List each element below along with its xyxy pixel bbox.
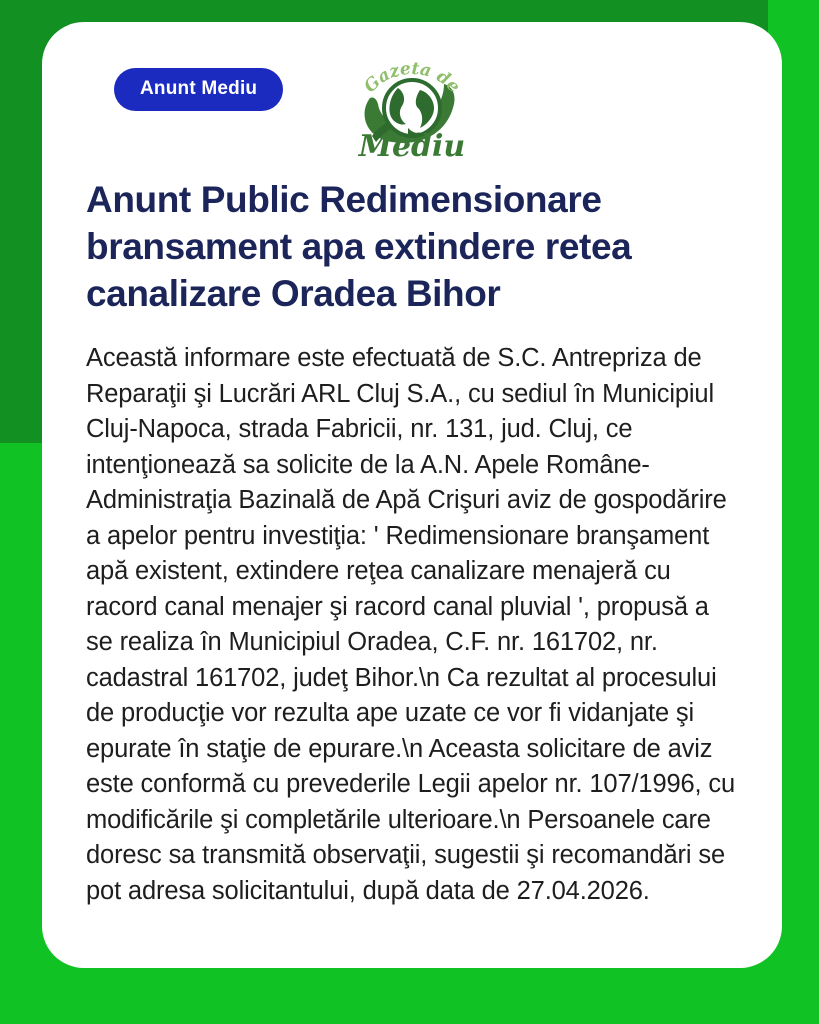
category-badge[interactable]: Anunt Mediu: [114, 68, 283, 111]
logo-text-top: Gazeta de: [360, 58, 464, 97]
page-title: Anunt Public Redimensionare bransament apa extindere retea canalizare Oradea Bihor: [86, 179, 632, 314]
announcement-card: [42, 22, 782, 968]
article-body: Această informare este efectuată de S.C. Antrepriza de Reparaţii şi Lucrări ARL Cluj S.A., cu sediul în Municipiul Cluj-Napoca, strada Fabricii, nr. 131, jud. Cluj, ce intenţionează sa solicite de la A.N. Apele Române-Administraţia Bazinală de Apă Crişuri aviz de gospodărire a apelor pentru investiţia: ' Redimensionare branşament apă existent, extindere reţea canalizare menajeră cu racord canal menajer şi racord canal pluvial ', propusă a se realiza în Municipiul Oradea, C.F. nr. 161702, nr. cadastral 161702, judeţ Bihor.\n Ca rezultat al procesului de producţie vor rezulta ape uzate ce vor fi vidanjate şi epurate în staţie de epurare.\n Aceasta solicitare de aviz este conformă cu prevederile Legii apelor nr. 107/1996, cu modificările şi completările ulterioare.\n Persoanele care doresc sa transmită observaţii, sugestii şi recomandări se pot adresa solicitantului, după data de 27.04.2026.: [86, 344, 742, 905]
logo-text-bottom: Mediu: [358, 129, 466, 164]
card-header: [86, 48, 738, 164]
globe-icon: [384, 80, 440, 136]
site-logo[interactable]: [348, 52, 476, 164]
